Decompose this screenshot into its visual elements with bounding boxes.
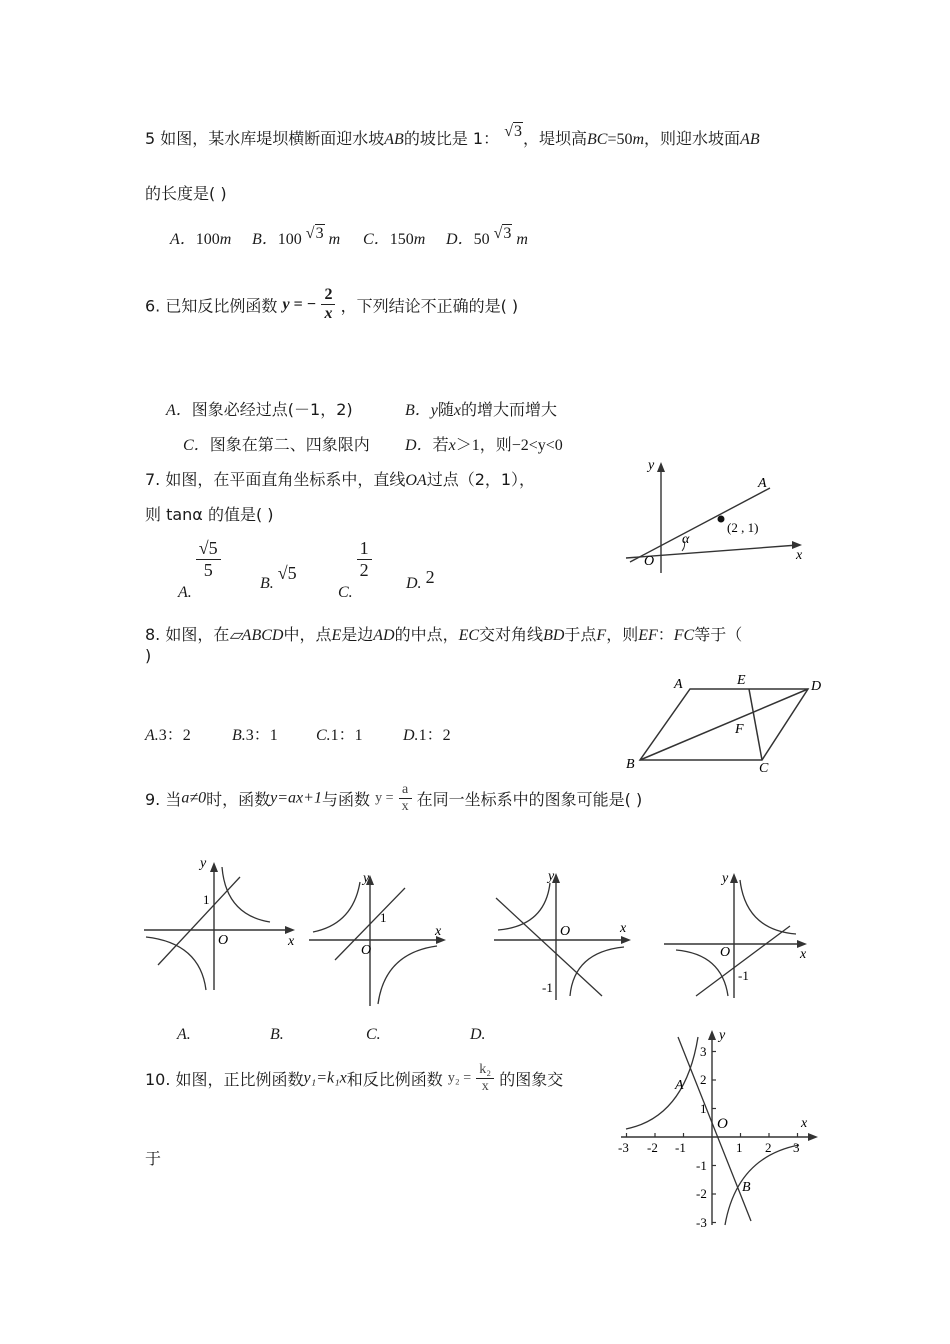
q5-text-c: ，堤坝高: [522, 129, 587, 148]
svg-text:-2: -2: [647, 1140, 658, 1155]
svg-text:x: x: [801, 1116, 808, 1131]
q5-text-e: ，则迎水坡面: [644, 129, 741, 148]
q8-label-a: A: [674, 677, 683, 692]
q6-formula-lhs: y = −: [282, 295, 317, 313]
svg-text:O: O: [720, 945, 731, 960]
q5-ab-2: AB: [740, 131, 760, 148]
q5-option-c[interactable]: C．150m: [363, 231, 426, 248]
q6-option-b[interactable]: B．y随x的增大而增大: [405, 400, 558, 419]
q5-option-a[interactable]: A．100m: [170, 231, 232, 248]
q7-option-c[interactable]: C. $\frac{1}{2}$: [338, 538, 372, 580]
q8-line1: 8. 如图，在▱ABCD中，点E是边AD的中点，EC交对角线BD于点F，则EF：FC等于（: [145, 625, 743, 644]
q7-a-label: A: [758, 476, 767, 491]
q7-line2: 则 tanα 的值是( ): [145, 505, 274, 524]
svg-text:1: 1: [380, 910, 387, 925]
svg-text:O: O: [560, 924, 571, 939]
q10-figure: [615, 1025, 825, 1230]
q8-option-a[interactable]: A.3：2: [145, 727, 191, 744]
q9-label-a[interactable]: A.: [177, 1026, 191, 1043]
q9-graph-b[interactable]: [305, 868, 455, 1008]
q8-label-d: D: [811, 679, 822, 694]
svg-text:-3: -3: [618, 1140, 629, 1155]
q5-bc: BC: [587, 131, 608, 148]
svg-text:y: y: [363, 871, 370, 886]
svg-text:O: O: [717, 1116, 728, 1132]
q6-line: [145, 286, 518, 324]
q6-prefix: 6. 已知反比例函数: [145, 296, 278, 316]
q9-graph-d[interactable]: [662, 868, 812, 1003]
q7-option-d[interactable]: D. 2: [406, 567, 435, 592]
svg-text:y: y: [200, 856, 207, 871]
q6-formula-frac: $\frac{2}{x}$: [321, 286, 335, 324]
q7-alpha-label: α: [682, 532, 690, 547]
q5-ab-1: AB: [384, 131, 404, 148]
q8-option-b[interactable]: B.3：1: [232, 727, 278, 744]
svg-text:O: O: [361, 943, 372, 958]
q5-m: m: [632, 131, 645, 148]
q9-graph-c[interactable]: [490, 868, 640, 1003]
q6-suffix: ，下列结论不正确的是( ): [340, 296, 519, 316]
svg-text:1: 1: [203, 892, 210, 907]
q9-line: 9. 当a≠0时，函数y=ax+1与函数 y = $\frac{a}{x}$ 在同一坐标系中的图象可能是( ): [145, 782, 643, 815]
svg-text:B: B: [742, 1180, 751, 1195]
q7-origin-label: O: [644, 554, 655, 569]
q6-option-c[interactable]: C．图象在第二、四象限内: [183, 435, 370, 454]
svg-text:-1: -1: [738, 968, 749, 983]
q10-line: 10. 如图，正比例函数y₁=k₁x和反比例函数 y₂ = $\frac{\text{k₂}}{x}$ 的图象交: [145, 1062, 564, 1095]
q8-figure: [622, 670, 832, 775]
q7-y-label: y: [648, 458, 655, 473]
q9-label-d[interactable]: D.: [470, 1026, 486, 1043]
q9-label-c[interactable]: C.: [366, 1026, 381, 1043]
q9-graph-a[interactable]: [140, 855, 300, 995]
q8-option-c[interactable]: C.1：1: [316, 727, 363, 744]
q7-figure: [620, 455, 820, 575]
svg-text:O: O: [218, 933, 229, 948]
svg-text:-1: -1: [675, 1140, 686, 1155]
q8-label-b: B: [626, 757, 635, 772]
svg-text:-1: -1: [542, 980, 553, 995]
q7-option-a[interactable]: A. $\frac{√5}{5}$: [178, 538, 221, 580]
q5-text-a: 5 如图，某水库堤坝横断面迎水坡: [145, 129, 385, 148]
q7-x-label: x: [796, 548, 803, 563]
q5-option-d[interactable]: D．50 √3 m: [446, 225, 528, 248]
q6-option-a[interactable]: A．图象必经过点(－1，2): [166, 400, 353, 419]
svg-text:1: 1: [736, 1140, 743, 1155]
svg-text:2: 2: [765, 1140, 772, 1155]
svg-text:x: x: [800, 947, 807, 962]
svg-text:3: 3: [700, 1044, 707, 1059]
q7-option-b[interactable]: B. √5: [260, 563, 297, 592]
svg-text:x: x: [620, 921, 627, 936]
svg-text:-3: -3: [696, 1215, 707, 1230]
q5-line2: 的长度是( ): [145, 184, 227, 203]
q5-text-b: 的坡比是 1：: [403, 129, 500, 148]
svg-text:y: y: [722, 871, 729, 886]
q5-option-b[interactable]: B．100 √3 m: [252, 225, 341, 248]
q5-sqrt3: √3: [504, 123, 522, 140]
q7-point-label: (2 , 1): [727, 520, 759, 535]
q6-option-d[interactable]: D．若x＞1，则−2<y<0: [405, 435, 563, 454]
svg-text:x: x: [435, 924, 442, 939]
q7-line1: 7. 如图，在平面直角坐标系中，直线OA过点（2，1），: [145, 470, 536, 489]
svg-text:x: x: [288, 934, 295, 949]
q8-option-d[interactable]: D.1：2: [403, 727, 451, 744]
svg-text:A: A: [675, 1078, 684, 1093]
q9-label-b[interactable]: B.: [270, 1026, 284, 1043]
q5-text-d: =50: [607, 131, 633, 148]
svg-text:2: 2: [700, 1072, 707, 1087]
q8-line2: ): [145, 646, 152, 665]
q10-line2: 于: [145, 1149, 162, 1168]
q5-line1: [145, 123, 760, 149]
svg-text:1: 1: [700, 1101, 707, 1116]
svg-text:y: y: [548, 869, 555, 884]
svg-text:y: y: [719, 1028, 726, 1043]
q8-label-c: C: [759, 761, 769, 776]
svg-text:-2: -2: [696, 1186, 707, 1201]
q7-point-dot: [718, 516, 725, 523]
q8-label-e: E: [737, 673, 746, 688]
q8-label-f: F: [735, 722, 744, 737]
svg-text:-1: -1: [696, 1158, 707, 1173]
svg-text:3: 3: [793, 1140, 800, 1155]
